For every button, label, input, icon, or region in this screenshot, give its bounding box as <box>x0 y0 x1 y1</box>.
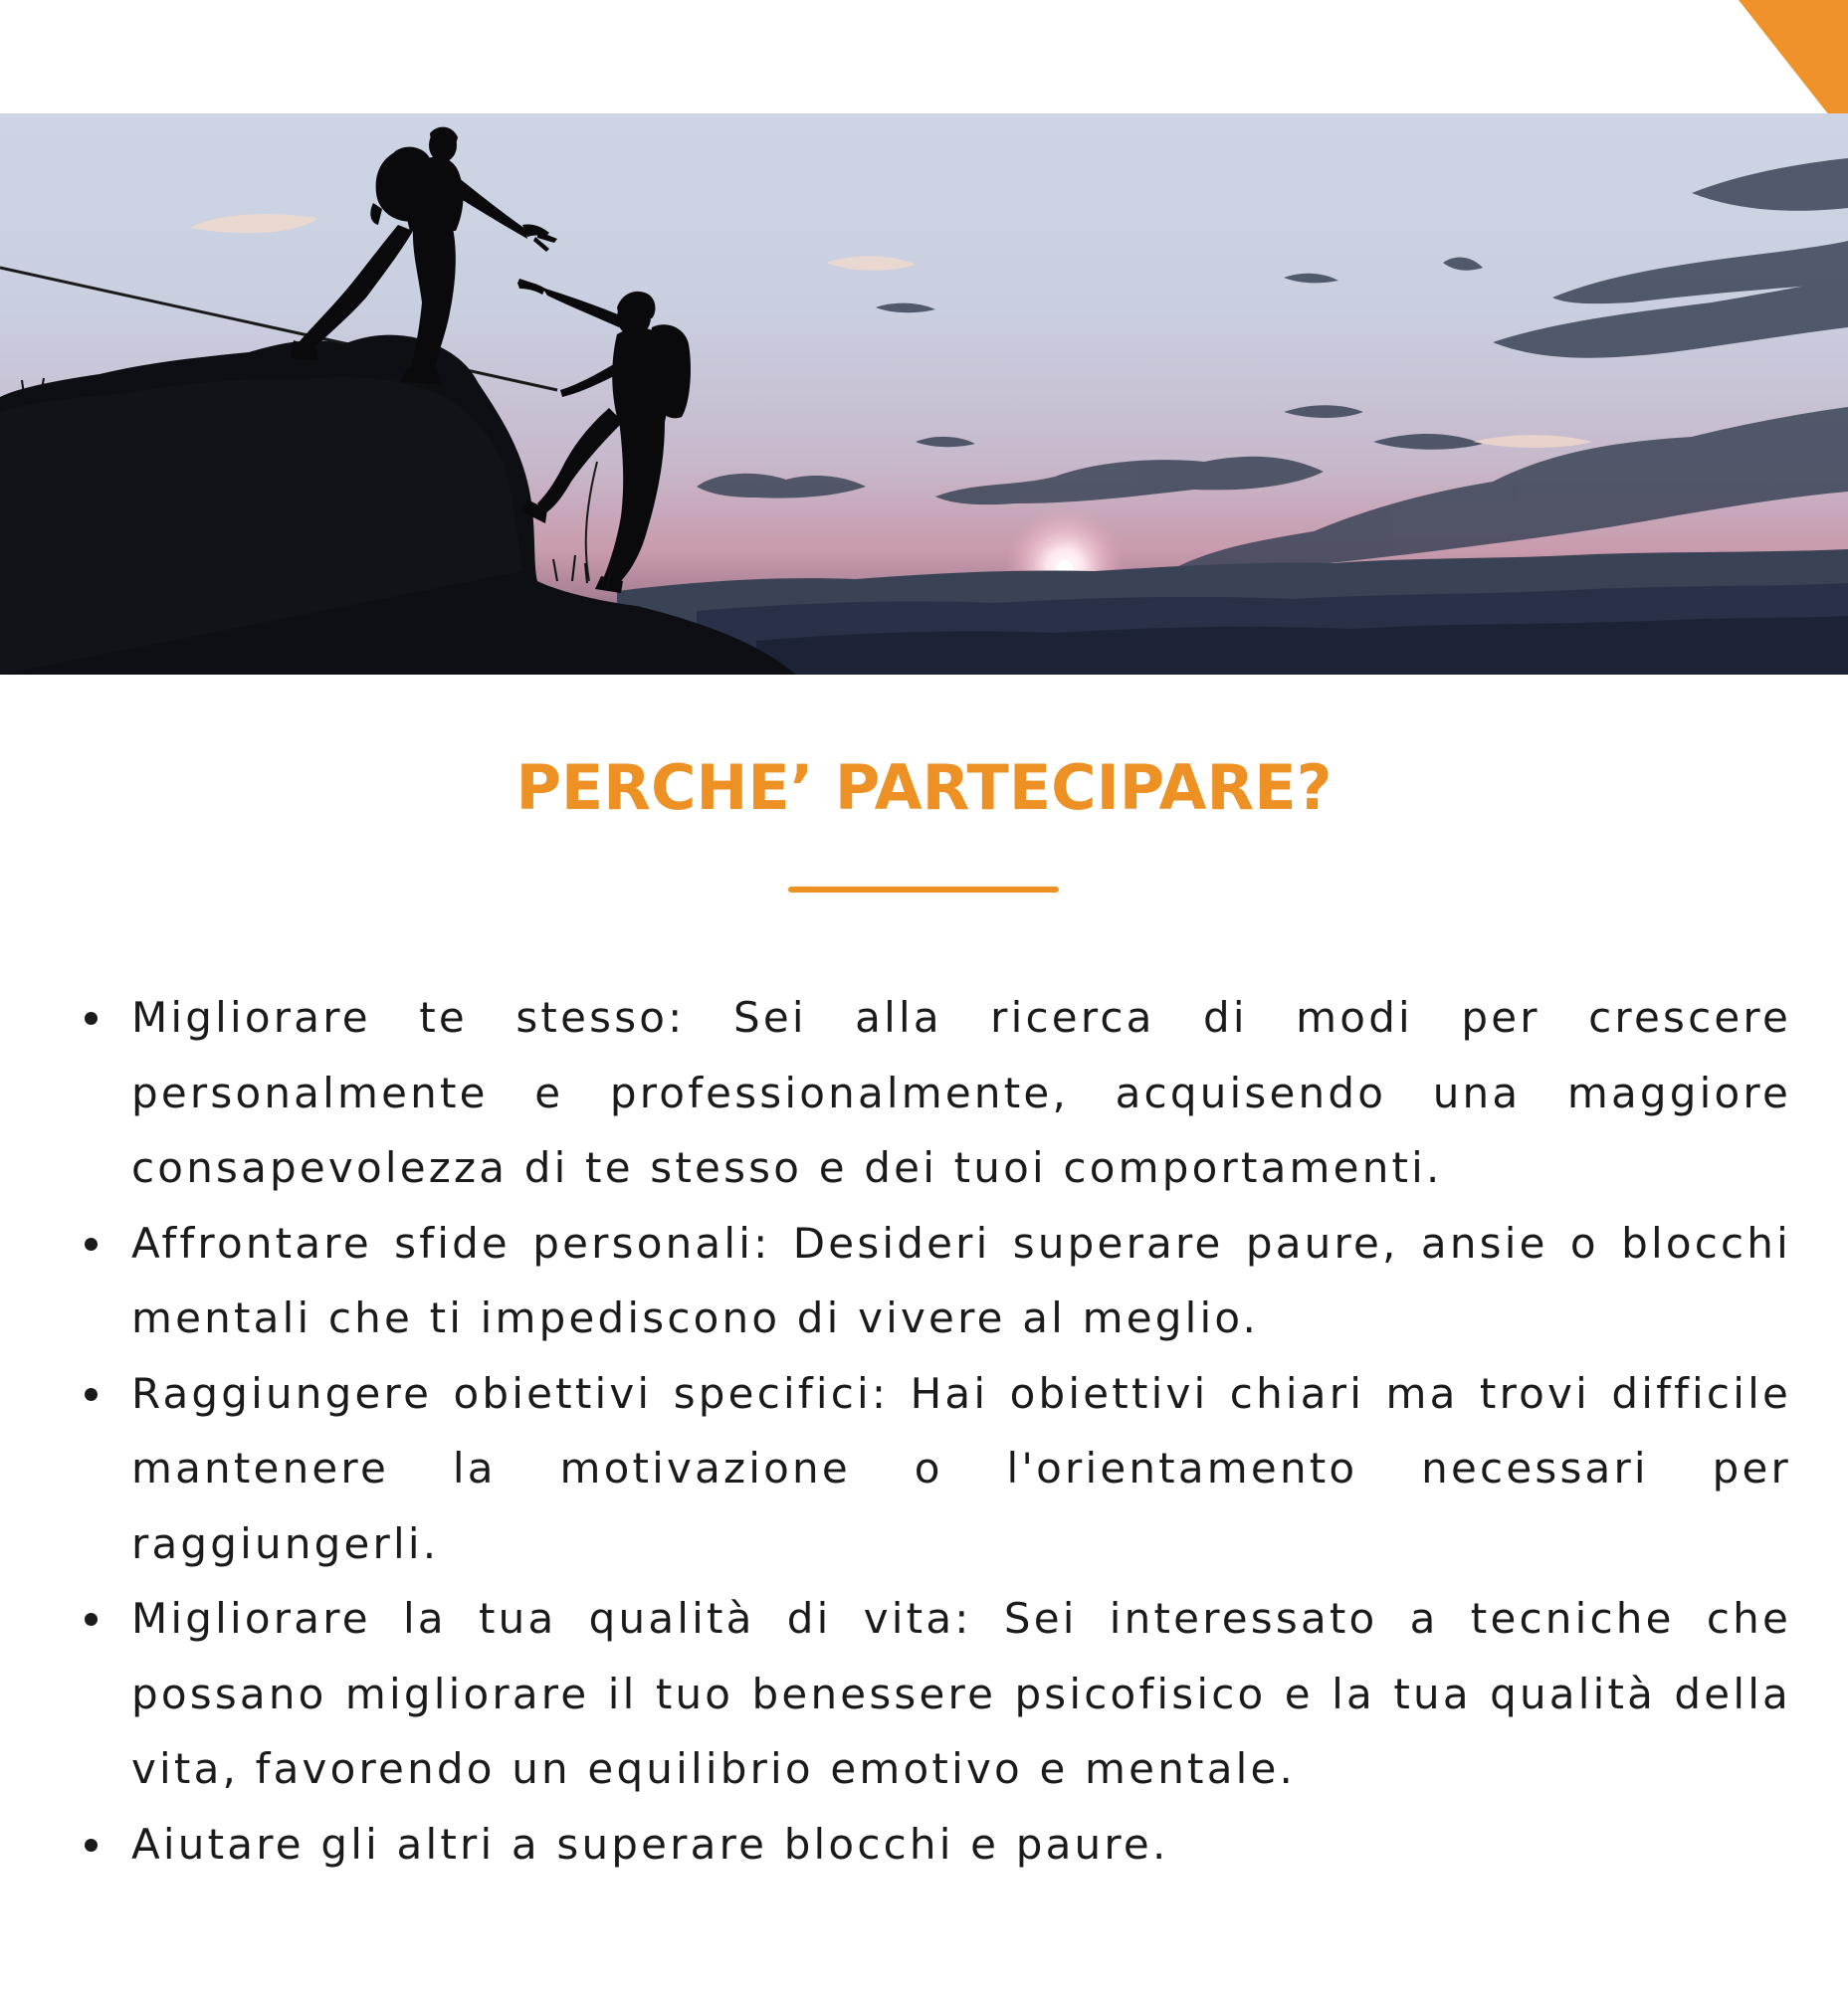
reasons-list <box>131 980 1791 1882</box>
hero-photo-illustration <box>0 113 1848 675</box>
bullet-icon <box>85 1839 98 1852</box>
section-title: PERCHE’ PARTECIPARE? <box>515 751 1333 824</box>
hero-photo <box>0 113 1848 675</box>
bullet-icon <box>85 1012 98 1025</box>
list-item <box>131 1807 1791 1883</box>
bullet-icon <box>85 1238 98 1251</box>
bullet-icon <box>85 1613 98 1626</box>
list-item-text: Migliorare te stesso: Sei alla ricerca di modi per crescere personalmente e professionalmente, acquisendo una maggiore consapevolezza di te stesso e dei tuoi comportamenti. <box>131 993 1791 1192</box>
list-item-text: Migliorare la tua qualità di vita: Sei interessato a tecniche che possano migliorare il tuo benessere psicofisico e la tua qualità della vita, favorendo un equilibrio emotivo e mentale. <box>131 1594 1791 1793</box>
bullet-icon <box>85 1388 98 1401</box>
title-underline <box>788 887 1059 893</box>
list-item <box>131 1581 1791 1807</box>
list-item-text: Aiutare gli altri a superare blocchi e paure. <box>131 1819 1169 1869</box>
list-item <box>131 1356 1791 1582</box>
list-item <box>131 980 1791 1206</box>
list-item-text: Affrontare sfide personali: Desideri superare paure, ansie o blocchi mentali che ti impediscono di vivere al meglio. <box>131 1218 1791 1342</box>
list-item-text: Raggiungere obiettivi specifici: Hai obiettivi chiari ma trovi difficile mantenere la motivazione o l'orientamento necessari per raggiungerli. <box>131 1368 1791 1568</box>
list-item <box>131 1206 1791 1356</box>
